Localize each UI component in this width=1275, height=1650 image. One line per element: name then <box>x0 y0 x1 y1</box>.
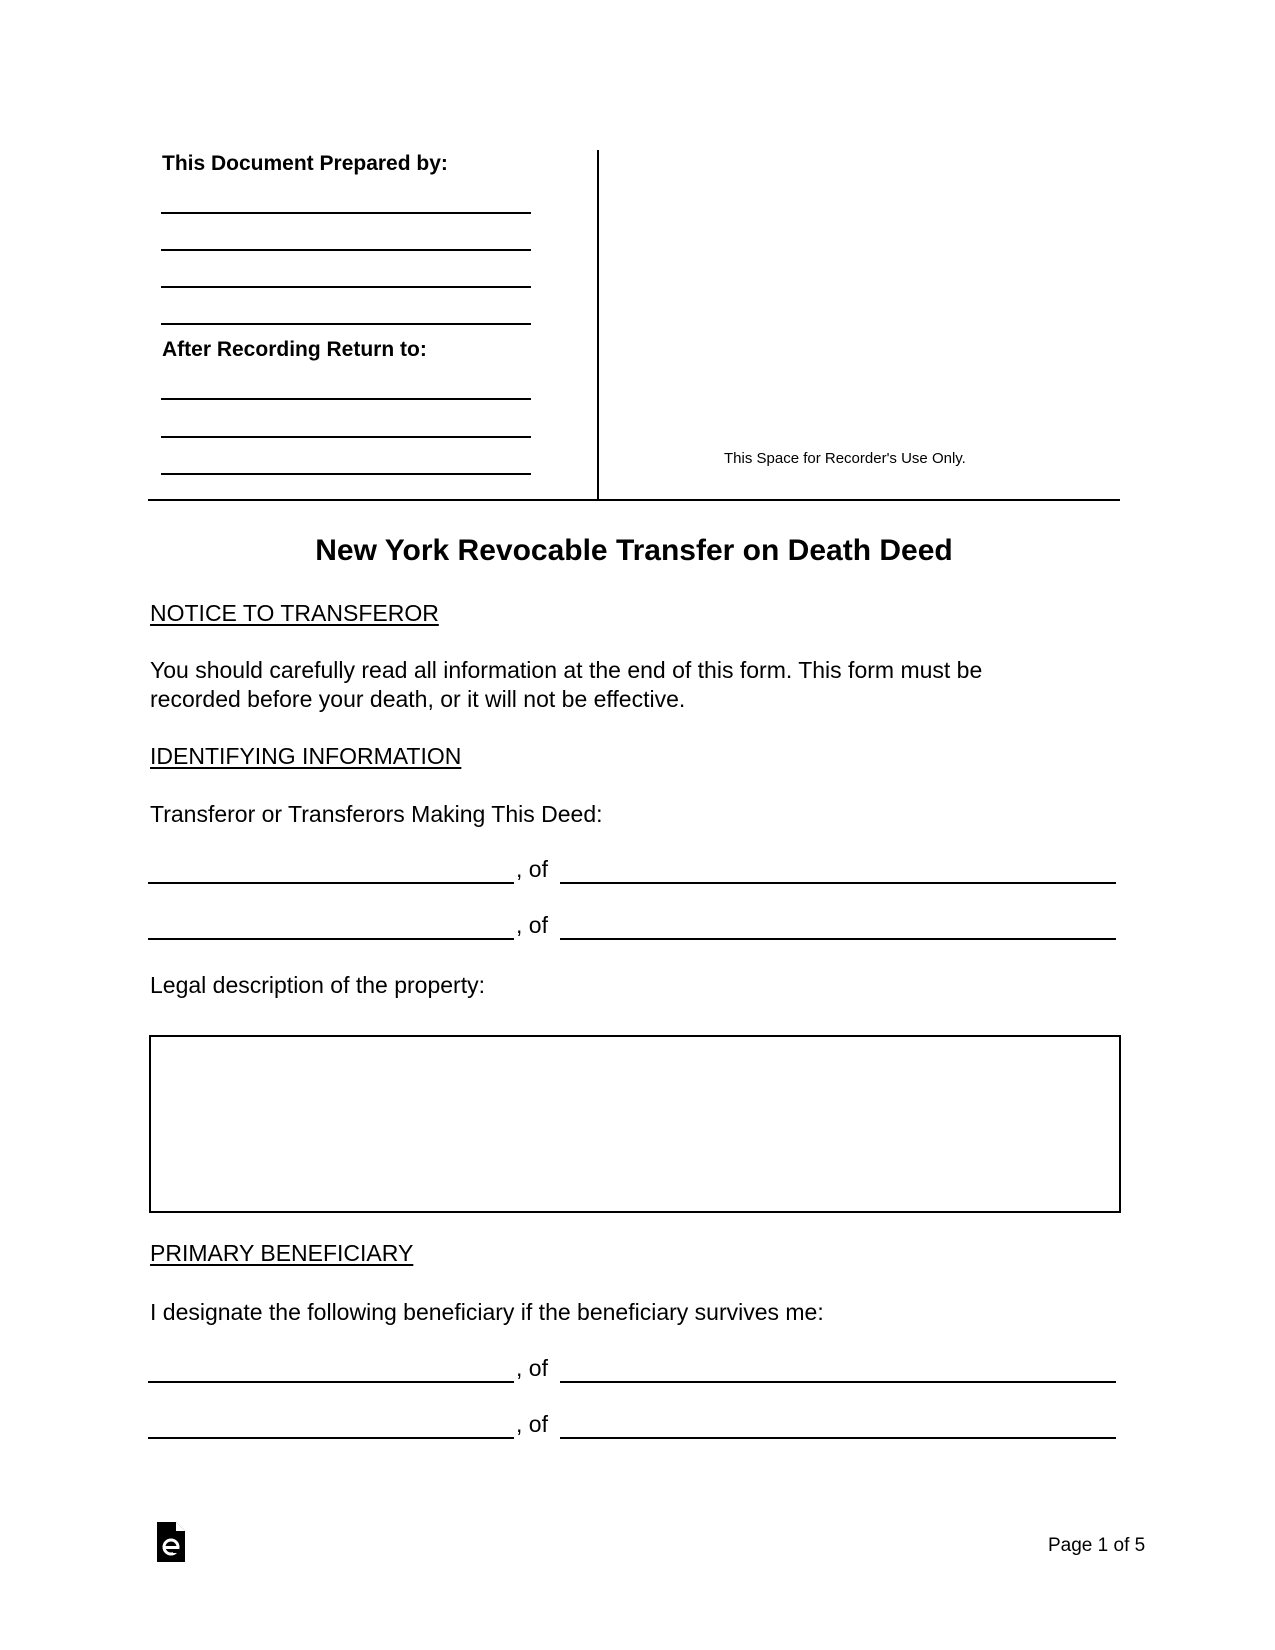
transferor-row-2 <box>148 912 1116 942</box>
beneficiary-address-field[interactable] <box>560 1381 1116 1383</box>
return-to-label: After Recording Return to: <box>162 338 427 361</box>
transferor-name-field[interactable] <box>148 938 514 940</box>
return-to-line-1[interactable] <box>161 398 531 400</box>
beneficiary-name-field[interactable] <box>148 1381 514 1383</box>
prepared-by-label: This Document Prepared by: <box>162 152 448 175</box>
notice-text-line-2: recorded before your death, or it will not be effective. <box>150 686 686 712</box>
prepared-by-line-4[interactable] <box>161 323 531 325</box>
etemplates-logo-icon <box>157 1522 185 1562</box>
transferor-address-field[interactable] <box>560 882 1116 884</box>
header-bottom-rule <box>148 499 1120 501</box>
beneficiary-row-2 <box>148 1411 1116 1441</box>
transferor-address-field[interactable] <box>560 938 1116 940</box>
prepared-by-line-3[interactable] <box>161 286 531 288</box>
transferor-name-field[interactable] <box>148 882 514 884</box>
prepared-by-line-2[interactable] <box>161 249 531 251</box>
page-number: Page 1 of 5 <box>1048 1535 1146 1556</box>
primary-beneficiary-heading: PRIMARY BENEFICIARY <box>150 1240 414 1266</box>
of-text: , of <box>516 1355 548 1381</box>
beneficiary-address-field[interactable] <box>560 1437 1116 1439</box>
legal-description-box[interactable] <box>149 1035 1121 1213</box>
notice-text-line-1: You should carefully read all information at the end of this form. This form must be <box>150 657 983 683</box>
designate-text: I designate the following beneficiary if the beneficiary survives me: <box>150 1299 824 1325</box>
identifying-heading: IDENTIFYING INFORMATION <box>150 743 462 769</box>
of-text: , of <box>516 912 548 938</box>
transferor-row-1 <box>148 856 1116 886</box>
document-title: New York Revocable Transfer on Death Deed <box>315 534 953 567</box>
beneficiary-row-1 <box>148 1355 1116 1385</box>
recorder-note: This Space for Recorder's Use Only. <box>724 450 966 467</box>
beneficiary-name-field[interactable] <box>148 1437 514 1439</box>
prepared-by-line-1[interactable] <box>161 212 531 214</box>
legal-description-label: Legal description of the property: <box>150 972 485 998</box>
return-to-line-3[interactable] <box>161 473 531 475</box>
of-text: , of <box>516 856 548 882</box>
header-divider <box>597 150 599 500</box>
of-text: , of <box>516 1411 548 1437</box>
transferor-label: Transferor or Transferors Making This Deed: <box>150 801 603 827</box>
notice-heading: NOTICE TO TRANSFEROR <box>150 600 439 626</box>
return-to-line-2[interactable] <box>161 436 531 438</box>
